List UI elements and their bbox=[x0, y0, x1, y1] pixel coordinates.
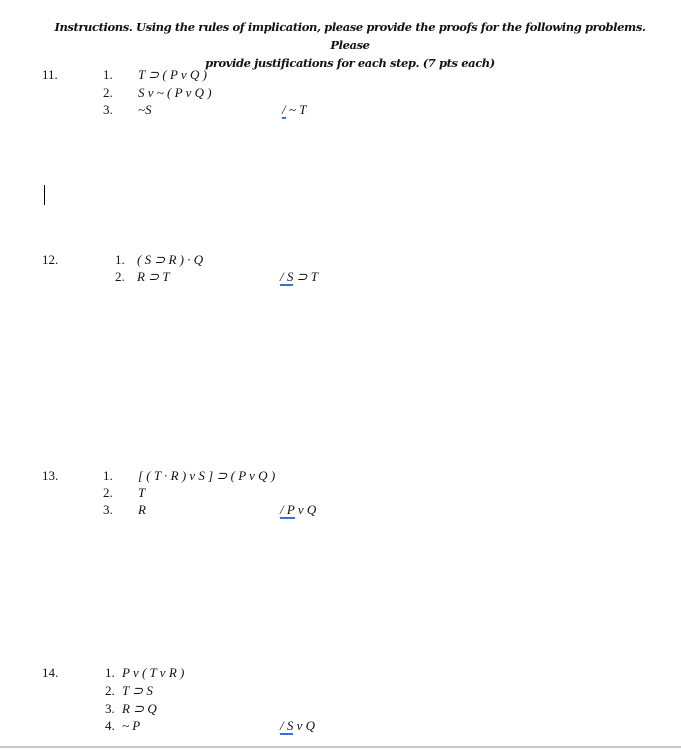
conclusion bbox=[280, 502, 316, 518]
step-number: 2. bbox=[103, 85, 113, 100]
page-bottom-border bbox=[0, 746, 681, 748]
problem-number: 14. bbox=[42, 665, 59, 680]
step-number: 1. bbox=[103, 67, 113, 82]
conclusion bbox=[280, 718, 315, 734]
conclusion bbox=[282, 102, 306, 118]
premise: R ⊃ Q bbox=[122, 701, 157, 716]
premise: ~S bbox=[138, 102, 152, 117]
step-number: 3. bbox=[105, 701, 115, 716]
problem-number: 11. bbox=[42, 67, 58, 82]
premise: P v ( T v R ) bbox=[122, 665, 185, 680]
instructions-line-1: Instructions. Using the rules of implication, please provide the proofs for the following problems. Please bbox=[54, 20, 646, 52]
step-number: 2. bbox=[115, 269, 125, 284]
premise: R ⊃ T bbox=[137, 269, 170, 284]
premise: ( S ⊃ R ) · Q bbox=[137, 252, 204, 267]
premise: S v ~ ( P v Q ) bbox=[138, 85, 212, 100]
step-number: 4. bbox=[105, 718, 115, 733]
problem-number: 13. bbox=[42, 468, 59, 483]
step-number: 2. bbox=[103, 485, 113, 500]
premise: [ ( T · R ) v S ] ⊃ ( P v Q ) bbox=[138, 468, 276, 483]
conclusion-mark: / bbox=[282, 102, 286, 117]
conclusion-formula: v Q bbox=[293, 718, 316, 733]
premise: R bbox=[138, 502, 146, 517]
text-cursor bbox=[44, 185, 45, 205]
instructions bbox=[40, 18, 660, 72]
conclusion-mark: / P bbox=[280, 502, 295, 517]
conclusion-formula: v Q bbox=[294, 502, 317, 517]
instructions-line-2: provide justifications for each step. (7 pts each) bbox=[205, 56, 495, 70]
step-number: 2. bbox=[105, 683, 115, 698]
step-number: 1. bbox=[105, 665, 115, 680]
conclusion-formula: ⊃ T bbox=[293, 269, 318, 284]
problem-number: 12. bbox=[42, 252, 59, 267]
premise: T bbox=[138, 485, 146, 500]
conclusion-mark: / S bbox=[280, 718, 294, 733]
step-number: 3. bbox=[103, 102, 113, 117]
conclusion bbox=[280, 269, 318, 285]
premise: T ⊃ S bbox=[122, 683, 153, 698]
premise: T ⊃ ( P v Q ) bbox=[138, 67, 207, 82]
conclusion-formula: ~ T bbox=[285, 102, 307, 117]
step-number: 3. bbox=[103, 502, 113, 517]
premise: ~ P bbox=[122, 718, 141, 733]
conclusion-mark: / S bbox=[280, 269, 294, 284]
step-number: 1. bbox=[103, 468, 113, 483]
step-number: 1. bbox=[115, 252, 125, 267]
